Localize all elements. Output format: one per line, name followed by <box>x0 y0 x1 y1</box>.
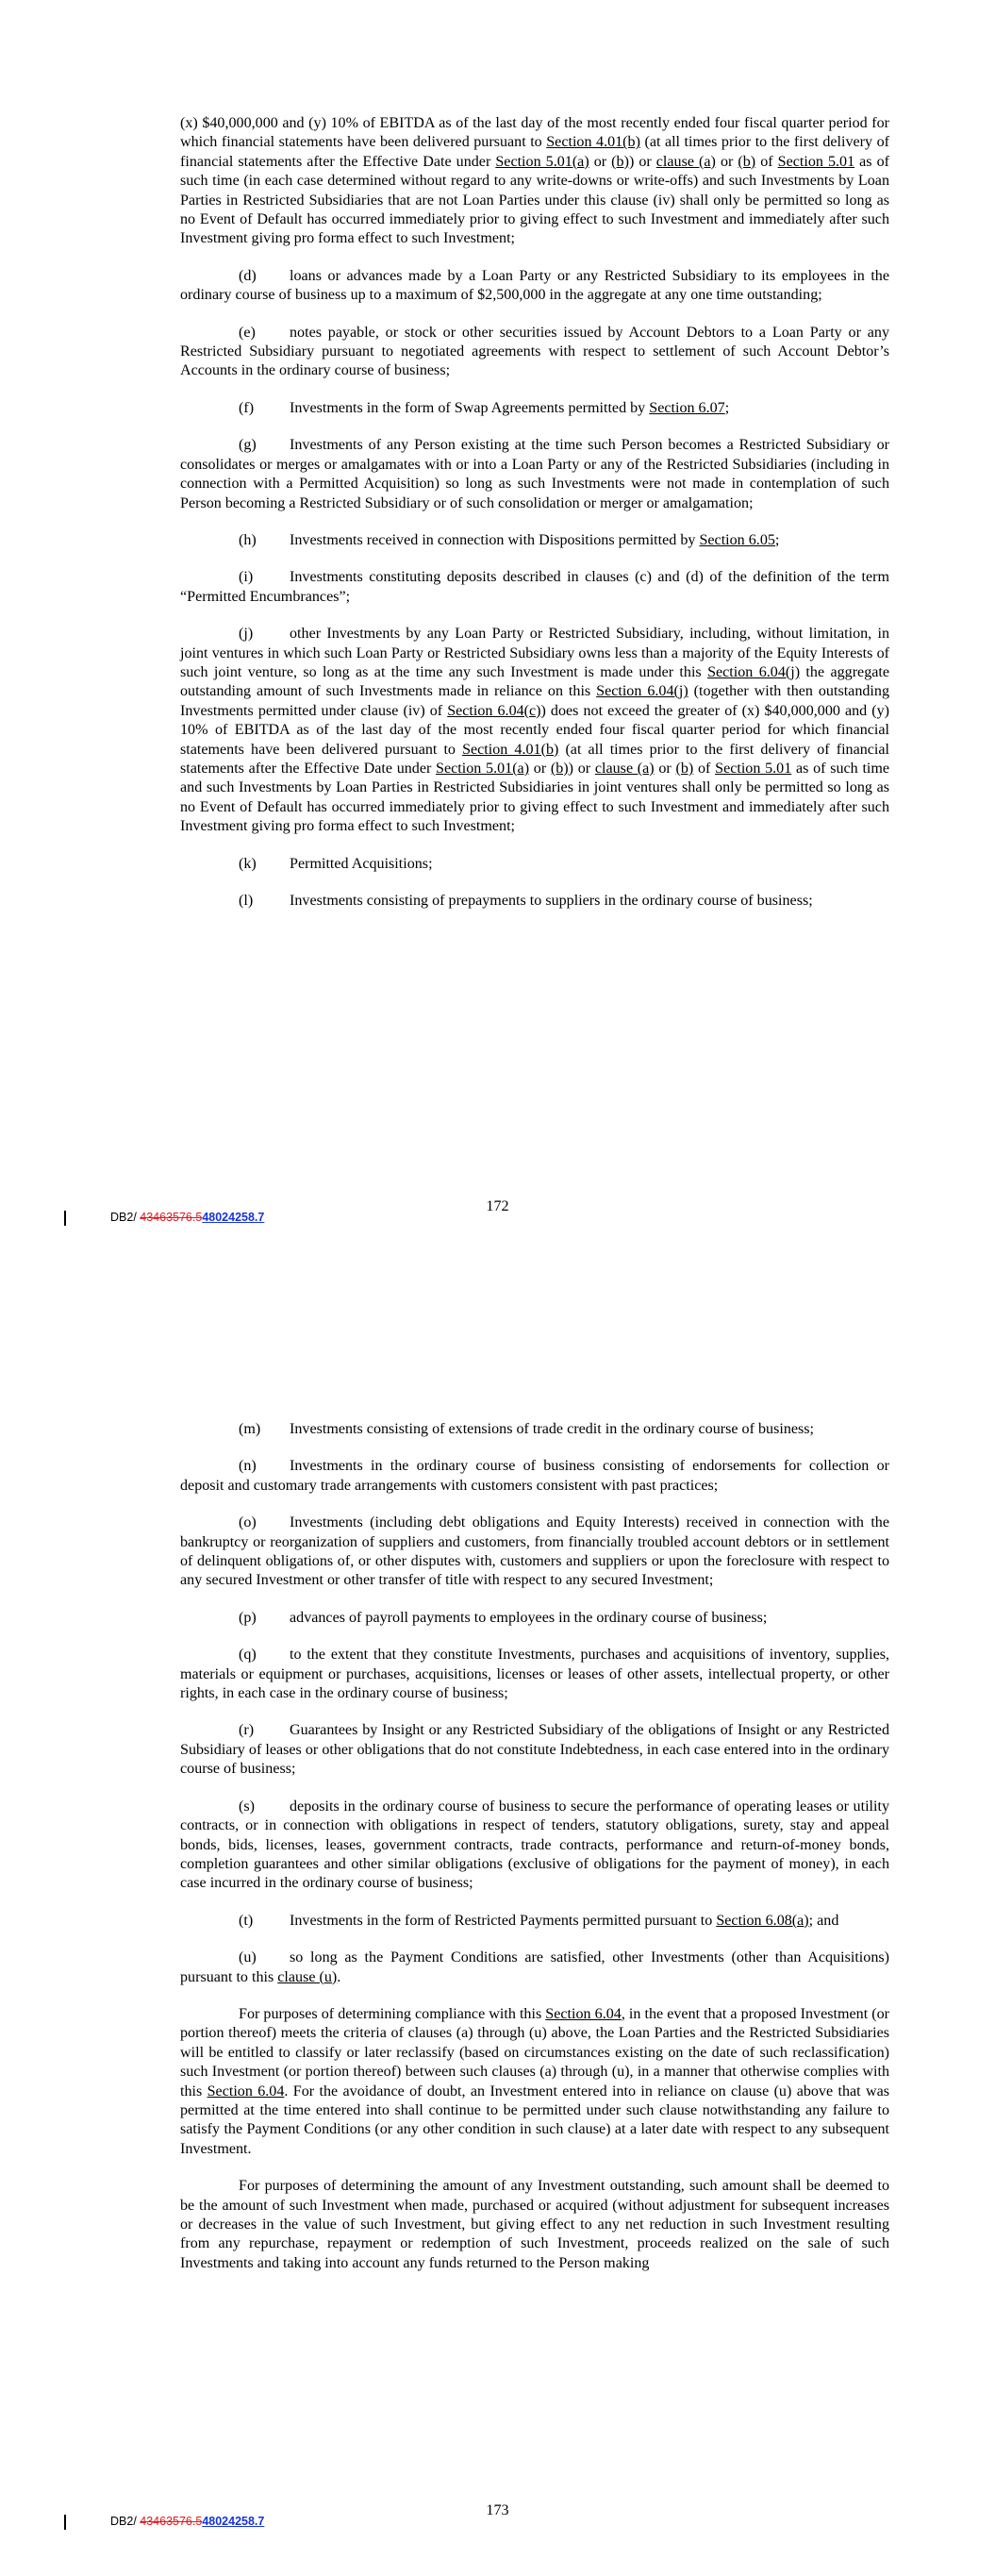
text-run: Investments in the form of Restricted Payments permitted pursuant to <box>290 1912 717 1929</box>
clause-label: (s) <box>239 1798 255 1815</box>
text-run: ; <box>724 399 730 416</box>
clause-g <box>180 436 889 513</box>
section-reference: clause (a) <box>655 153 716 170</box>
section-reference: clause (u) <box>277 1968 338 1985</box>
text-run: ; <box>774 531 780 548</box>
document-id-inserted: 48024258.7 <box>202 2515 265 2528</box>
revision-bar <box>64 1211 66 1226</box>
text-run: For purposes of determining compliance with this <box>239 2005 546 2022</box>
section-reference: (b) <box>611 153 629 170</box>
clause-label: (k) <box>239 855 257 872</box>
text-run: as of such time and such Investments by Loan Parties in Restricted Subsidiaries in joint ventures shall only be permitted so long as no Event of Default has occurred immediately prior to giving effect to such Investment and immediately after such Investment giving pro forma effect to such Investment; <box>180 760 890 835</box>
text-run: or <box>529 760 551 777</box>
document-id-deleted: 43463576.5 <box>140 1211 203 1224</box>
document-id-deleted: 43463576.5 <box>140 2515 203 2528</box>
text-run: Guarantees by Insight or any Restricted Subsidiary of the obligations of Insight or any Restricted Subsidiary of leases or other obligations that do not constitute Indebtedness, in each case entered into in the ordinary course of business; <box>180 1722 889 1778</box>
clause-label: (h) <box>239 531 257 548</box>
text-run: ) does not exceed the greater of (x) $40,000,000 and (y) 10% of EBITDA as of the last day of the most recently ended four fiscal quarter period for which financial statements have been delivered pursuant to <box>180 702 889 758</box>
section-reference: Section 5.01 <box>715 760 792 777</box>
section-reference: Section 6.08(a) <box>716 1912 809 1929</box>
document-id-footer <box>110 1211 264 1224</box>
clause-h <box>180 531 889 550</box>
clause-l <box>180 892 889 911</box>
clause-d <box>180 267 889 306</box>
text-run: Investments in the ordinary course of business consisting of endorsements for collection or deposit and customary trade arrangements with customers consistent with past practices; <box>180 1458 889 1494</box>
text-run: , in the event that a proposed Investment (or portion thereof) meets the criteria of clauses (a) through (u) above, the Loan Parties and the Restricted Subsidiaries will be entitled to classify or later reclassify (based on circumstances existing on the date of such reclassification) such Investment (or portion thereof) between such clauses (a) through (u), in a manner that otherwise complies with this <box>180 2005 889 2099</box>
text-run: For purposes of determining the amount of any Investment outstanding, such amount shall be deemed to be the amount of such Investment when made, purchased or acquired (without adjustment for subsequent increases or decreases in the value of such Investment, but giving effect to any net reduction in such Investment resulting from any repurchase, repayment or redemption of such Investment, proceeds realized on the sale of such Investments and taking into account any funds returned to the Person making <box>180 2178 889 2271</box>
document-id-prefix: DB2/ <box>110 1211 141 1224</box>
text-run: of <box>755 153 778 170</box>
section-reference: Section 5.01(a) <box>436 760 530 777</box>
section-reference: Section 6.07 <box>649 399 725 416</box>
document-id-inserted: 48024258.7 <box>202 1211 265 1224</box>
section-reference: Section 5.01(a) <box>495 153 589 170</box>
text-run: or <box>589 153 612 170</box>
text-run: Investments in the form of Swap Agreements permitted by <box>290 399 650 416</box>
text-run: other Investments by any Loan Party or Restricted Subsidiary, including, without limitation, in joint ventures in which such Loan Party or Restricted Subsidiary owns less than a majority of the Equity Interests of such joint venture, so long as at the time any such Investment is made under this <box>180 626 889 680</box>
clause-label: (m) <box>239 1421 261 1437</box>
clause-label: (n) <box>239 1458 257 1475</box>
section-reference: Section 5.01 <box>777 153 855 170</box>
paragraph <box>180 114 889 249</box>
clause-t <box>180 1912 889 1931</box>
section-reference: (b) <box>738 153 756 170</box>
clause-m <box>180 1420 889 1439</box>
clause-label: (o) <box>239 1514 257 1531</box>
section-reference: Section 6.05 <box>699 531 775 548</box>
text-run: (at all times prior to the first delivery of financial statements after the Effective Date under <box>180 741 890 777</box>
paragraph <box>180 2005 889 2159</box>
section-reference: clause (a) <box>594 760 655 777</box>
text-run: ) or <box>568 760 595 777</box>
clause-label: (u) <box>239 1949 257 1966</box>
clause-label: (q) <box>239 1647 257 1664</box>
clause-u <box>180 1949 889 1987</box>
clause-label: (g) <box>239 437 257 454</box>
text-run: notes payable, or stock or other securities issued by Account Debtors to a Loan Party or any Restricted Subsidiary pursuant to negotiated agreements with respect to settlement of such Account Debtor’s Accounts in the ordinary course of business; <box>180 324 889 379</box>
text-run: to the extent that they constitute Investments, purchases and acquisitions of inventory, supplies, materials or equipment or purchases, acquisitions, licenses or leases of other assets, intellectual property, or other rights, in each case in the ordinary course of business; <box>180 1647 889 1702</box>
clause-label: (p) <box>239 1609 257 1626</box>
page-number: 172 <box>486 1198 509 1214</box>
text-run: Investments constituting deposits described in clauses (c) and (d) of the definition of the term “Permitted Encumbrances”; <box>180 569 889 605</box>
text-run: advances of payroll payments to employees in the ordinary course of business; <box>290 1609 768 1626</box>
clause-label: (i) <box>239 569 254 586</box>
document-id-prefix: DB2/ <box>110 2515 141 2528</box>
clause-label: (d) <box>239 267 257 284</box>
text-run: . <box>337 1968 341 1985</box>
section-reference: Section 4.01(b) <box>462 741 559 758</box>
clause-k <box>180 855 889 874</box>
text-run: or <box>654 760 676 777</box>
clause-i <box>180 568 889 607</box>
text-run: Permitted Acquisitions; <box>290 855 433 872</box>
text-run: (at all times prior to the first delivery of financial statements after the Effective Date under <box>180 134 889 170</box>
clause-p <box>180 1609 889 1628</box>
clause-s <box>180 1798 889 1894</box>
text-run: Investments consisting of extensions of trade credit in the ordinary course of business; <box>290 1421 815 1437</box>
clause-label: (t) <box>239 1912 254 1929</box>
text-run: so long as the Payment Conditions are satisfied, other Investments (other than Acquisitions) pursuant to this <box>180 1949 889 1985</box>
section-reference: Section 6.04(j) <box>596 683 688 700</box>
clause-n <box>180 1457 889 1496</box>
clause-label: (r) <box>239 1722 255 1739</box>
text-run: (together with then outstanding Investments permitted under clause (iv) of <box>180 683 889 719</box>
text-run: the aggregate outstanding amount of such Investments made in reliance on this <box>180 663 889 700</box>
text-run: Investments (including debt obligations and Equity Interests) received in connection with the bankruptcy or reorganization of suppliers and customers, from financially troubled account debtors or in settlement of delinquent obligations of, or other disputes with, customers and suppliers or upon the foreclosure with respect to any secured Investment or other transfer of title with respect to any secured Investment; <box>180 1514 889 1589</box>
revision-bar <box>64 2515 66 2530</box>
page-number: 173 <box>486 2502 509 2518</box>
text-run: or <box>715 153 738 170</box>
text-run: deposits in the ordinary course of business to secure the performance of operating leases or utility contracts, or in connection with obligations in respect of tenders, statutory obligations, surety, stay and appeal bonds, bids, licenses, leases, government contracts, trade contracts, performance and return-of-money bonds, completion guarantees and other similar obligations (exclusive of obligations for the payment of money), in each case incurred in the ordinary course of business; <box>180 1798 889 1892</box>
page-173-body <box>180 1420 889 2273</box>
section-reference: Section 6.04 <box>545 2005 622 2022</box>
text-run: ) or <box>628 153 656 170</box>
text-run: (x) $40,000,000 and (y) 10% of EBITDA as of the last day of the most recently ended four fiscal quarter period for which financial statements have been delivered pursuant to <box>180 115 889 151</box>
text-run: loans or advances made by a Loan Party or any Restricted Subsidiary to its employees in the ordinary course of business up to a maximum of $2,500,000 in the aggregate at any one time outstanding; <box>180 267 889 304</box>
clause-label: (j) <box>239 626 254 643</box>
page-172-body <box>180 114 889 911</box>
clause-label: (l) <box>239 893 254 909</box>
paragraph <box>180 2177 889 2273</box>
section-reference: (b) <box>550 760 569 777</box>
text-run: Investments of any Person existing at the time such Person becomes a Restricted Subsidiary or consolidates or merges or amalgamates with or into a Loan Party or any of the Restricted Subsidiaries (including in connection with a Permitted Acquisition) so long as such Investments were not made in contemplation of such Person becoming a Restricted Subsidiary or of such consolidation or merger or amalgamation; <box>180 437 889 511</box>
page-173 <box>0 1288 995 2576</box>
section-reference: Section 6.04(c) <box>447 702 541 719</box>
section-reference: Section 6.04 <box>207 2083 285 2099</box>
document-id-footer <box>110 2515 264 2528</box>
clause-r <box>180 1721 889 1779</box>
section-reference: Section 6.04(j) <box>707 663 801 680</box>
text-run: . For the avoidance of doubt, an Investment entered into in reliance on clause (u) above that was permitted at the time entered into shall continue to be permitted under such clause notwithstanding any failure to satisfy the Payment Conditions (or any other condition in such clause) at a later date with respect to any subsequent Investment. <box>180 2083 889 2157</box>
clause-label: (f) <box>239 399 255 416</box>
text-run: Investments received in connection with Dispositions permitted by <box>290 531 700 548</box>
clause-label: (e) <box>239 324 256 341</box>
clause-j <box>180 625 889 836</box>
clause-o <box>180 1514 889 1591</box>
text-run: of <box>693 760 716 777</box>
clause-f <box>180 399 889 418</box>
section-reference: Section 4.01(b) <box>546 134 640 151</box>
text-run: as of such time (in each case determined without regard to any write-downs or write-offs) and such Investments by Loan Parties in Restricted Subsidiaries that are not Loan Parties under this clause (iv) shall only be permitted so long as no Event of Default has occurred immediately prior to giving effect to such Investment and immediately after such Investment giving pro forma effect to such Investment; <box>180 153 890 247</box>
text-run: Investments consisting of prepayments to suppliers in the ordinary course of business; <box>290 893 813 909</box>
clause-e <box>180 324 889 381</box>
section-reference: (b) <box>675 760 694 777</box>
clause-q <box>180 1646 889 1703</box>
text-run: ; and <box>808 1912 839 1929</box>
